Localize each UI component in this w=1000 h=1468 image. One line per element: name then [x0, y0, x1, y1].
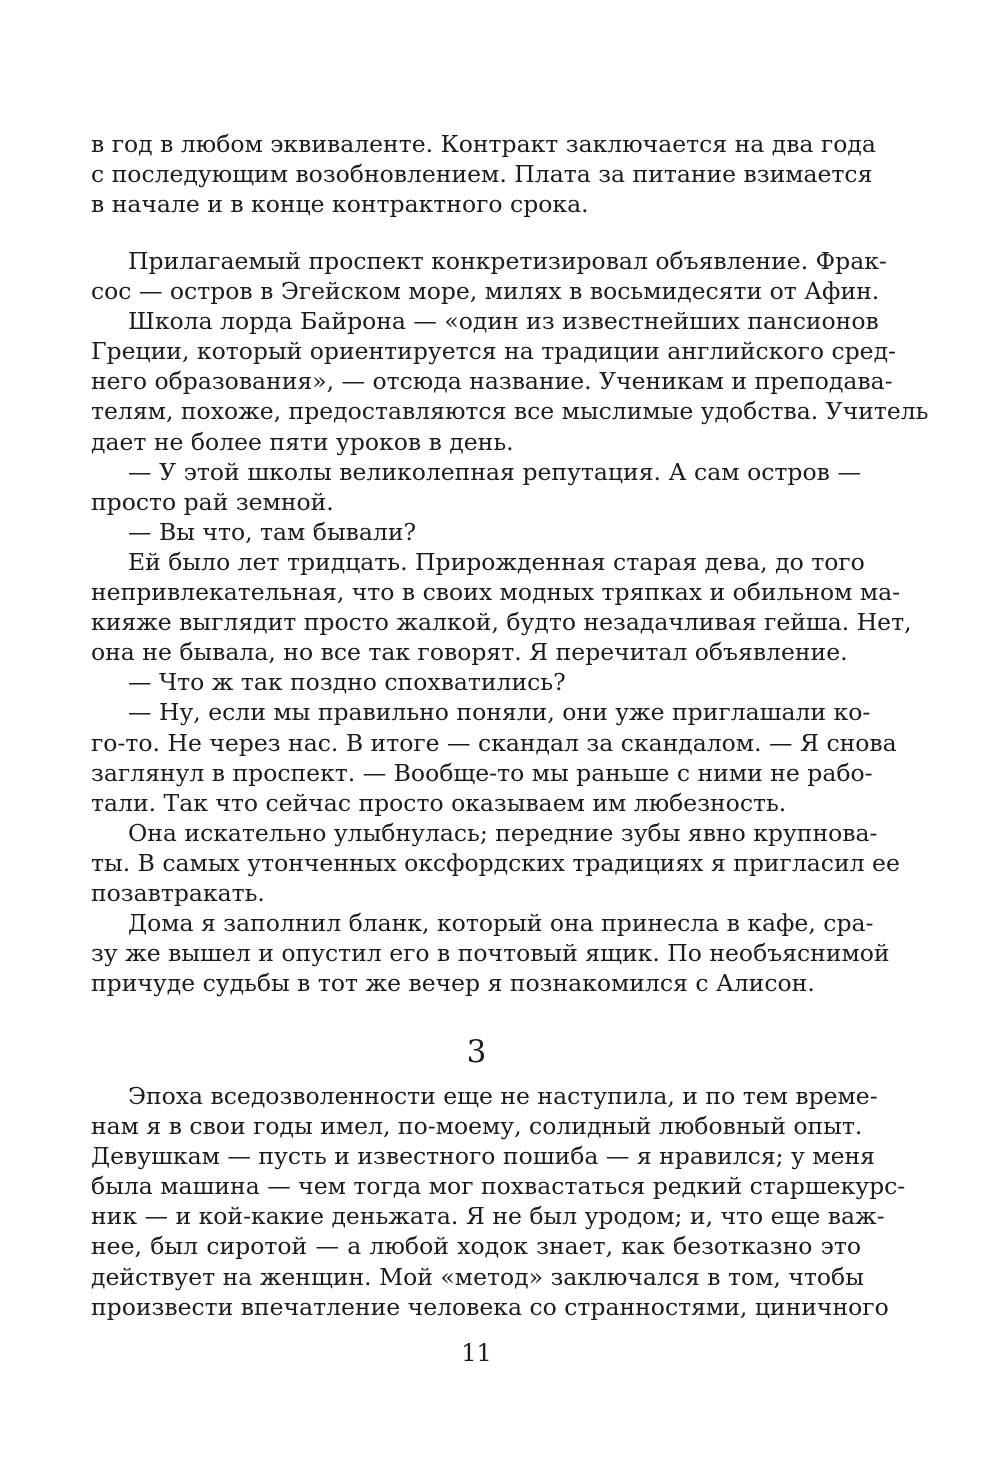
- text-line: Ей было лет тридцать. Прирожденная старая дева, до того: [128, 547, 865, 576]
- text-line: — Что ж так поздно спохватились?: [128, 668, 566, 697]
- text-line: Она искательно улыбнулась; передние зубы явно крупнова-: [128, 818, 878, 847]
- paragraph-block-chapter-3: [91, 1081, 906, 1322]
- text-line: Эпоха вседозволенности еще не наступила, и по тем време-: [128, 1082, 878, 1110]
- text-line: сос — остров в Эгейском море, милях в восьмидесяти от Афин.: [91, 277, 880, 306]
- paragraph-block-top: [91, 129, 876, 219]
- text-line: — У этой школы великолепная репутация. А сам остров —: [128, 457, 861, 486]
- text-line: ник — и кой-какие деньжата. Я не был уродом; и, что еще важ-: [91, 1202, 885, 1231]
- text-line: в начале и в конце контрактного срока.: [91, 190, 589, 219]
- text-line: кияже выглядит просто жалкой, будто незадачливая гейша. Нет,: [91, 608, 912, 637]
- text-line: в год в любом эквиваленте. Контракт заключается на два года: [91, 130, 876, 158]
- text-line: го-то. Не через нас. В итоге — скандал за скандалом. — Я снова: [91, 728, 897, 757]
- text-line: Девушкам — пусть и известного пошиба — я нравился; у меня: [91, 1142, 876, 1171]
- text-line: нее, был сиротой — а любой ходок знает, как безотказно это: [91, 1232, 861, 1261]
- text-line: Прилагаемый проспект конкретизировал объявление. Фрак-: [128, 247, 887, 275]
- text-line: нам я в свои годы имел, по-моему, солидный любовный опыт.: [91, 1112, 863, 1141]
- text-line: была машина — чем тогда мог похвастаться редкий старшекурс-: [91, 1172, 906, 1201]
- text-line: зу же вышел и опустил его в почтовый ящик. По необъяснимой: [91, 939, 890, 968]
- paragraph-block-main: [91, 246, 929, 998]
- text-line: с последующим возобновлением. Плата за питание взимается: [91, 160, 873, 189]
- text-line: дает не более пяти уроков в день.: [91, 427, 514, 456]
- text-line: тали. Так что сейчас просто оказываем им любезность.: [91, 788, 787, 817]
- text-line: — Вы что, там бывали?: [128, 517, 417, 546]
- text-line: Школа лорда Байрона — «один из известнейших пансионов: [128, 307, 879, 336]
- text-line: Дома я заполнил бланк, который она принесла в кафе, сра-: [128, 909, 874, 938]
- text-line: заглянул в проспект. — Вообще-то мы раньше с ними не рабо-: [91, 758, 873, 787]
- chapter-heading: 3: [466, 1034, 487, 1070]
- text-line: действует на женщин. Мой «метод» заключался в том, чтобы: [91, 1262, 864, 1291]
- text-line: телям, похоже, предоставляются все мыслимые удобства. Учитель: [91, 397, 929, 426]
- page-number: 11: [461, 1339, 492, 1367]
- text-line: него образования», — отсюда название. Ученикам и преподава-: [91, 367, 893, 396]
- text-line: ты. В самых утонченных оксфордских традициях я пригласил ее: [91, 848, 900, 877]
- text-line: позавтракать.: [91, 878, 265, 907]
- text-line: просто рай земной.: [91, 487, 334, 516]
- text-line: Греции, который ориентируется на традиции английского сред-: [91, 337, 897, 366]
- text-line: произвести впечатление человека со странностями, циничного: [91, 1292, 889, 1321]
- text-line: причуде судьбы в тот же вечер я познакомился с Алисон.: [91, 969, 815, 998]
- text-line: она не бывала, но все так говорят. Я перечитал объявление.: [91, 638, 848, 667]
- text-line: непривлекательная, что в своих модных тряпках и обильном ма-: [91, 578, 901, 607]
- text-line: — Ну, если мы правильно поняли, они уже приглашали ко-: [128, 698, 871, 727]
